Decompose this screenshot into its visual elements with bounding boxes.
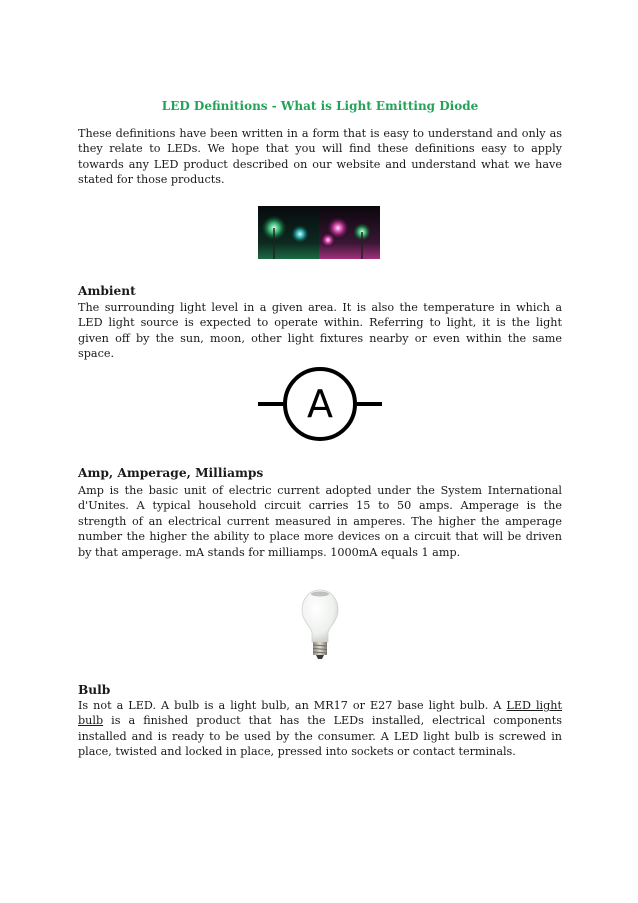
section-heading: Bulb: [78, 683, 111, 697]
section-heading: Amp, Amperage, Milliamps: [78, 466, 264, 480]
section-body: Amp is the basic unit of electric current adopted under the System International d'Unites. A typical household circuit carries 15 to 50 amps. Amperage is the strength of an electrical current measured in amperes. The higher the amperage number the higher the ability to place more devices on a circuit that will be driven by that amperage. mA stands for milliamps. 1000mA equals 1 amp.: [78, 484, 562, 559]
ammeter-letter: A: [307, 382, 333, 426]
led-streetlights-image: [258, 206, 380, 259]
section-ambient: [78, 283, 562, 362]
led-bulb-image: [300, 588, 340, 660]
led-light-bulb-link[interactable]: LED light bulb: [78, 699, 562, 728]
intro-paragraph: These definitions have been written in a form that is easy to understand and only as they relate to LEDs. We hope that you will find these definitions easy to apply towards any LED product described on our website and understand what we have stated for those products.: [78, 127, 562, 187]
section-amp: [78, 465, 562, 560]
ammeter-symbol-icon: [258, 366, 382, 442]
section-body: [78, 698, 562, 760]
section-body-text: is a finished product that has the LEDs installed, electrical components installed and is ready to be used by the consumer. A LED light bulb is screwed in place, twisted and locked in place, pressed into sockets or contact terminals.: [78, 714, 562, 759]
page-title: LED Definitions - What is Light Emitting Diode: [161, 99, 479, 113]
section-body-text: Is not a LED. A bulb is a light bulb, an MR17 or E27 base light bulb. A: [78, 699, 507, 712]
section-heading: Ambient: [78, 284, 136, 298]
section-body: The surrounding light level in a given area. It is also the temperature in which a LED light source is expected to operate within. Referring to light, it is the light given off by the sun, moon, other light fixtures nearby or even within the same space.: [78, 301, 562, 361]
section-bulb: [78, 682, 562, 760]
